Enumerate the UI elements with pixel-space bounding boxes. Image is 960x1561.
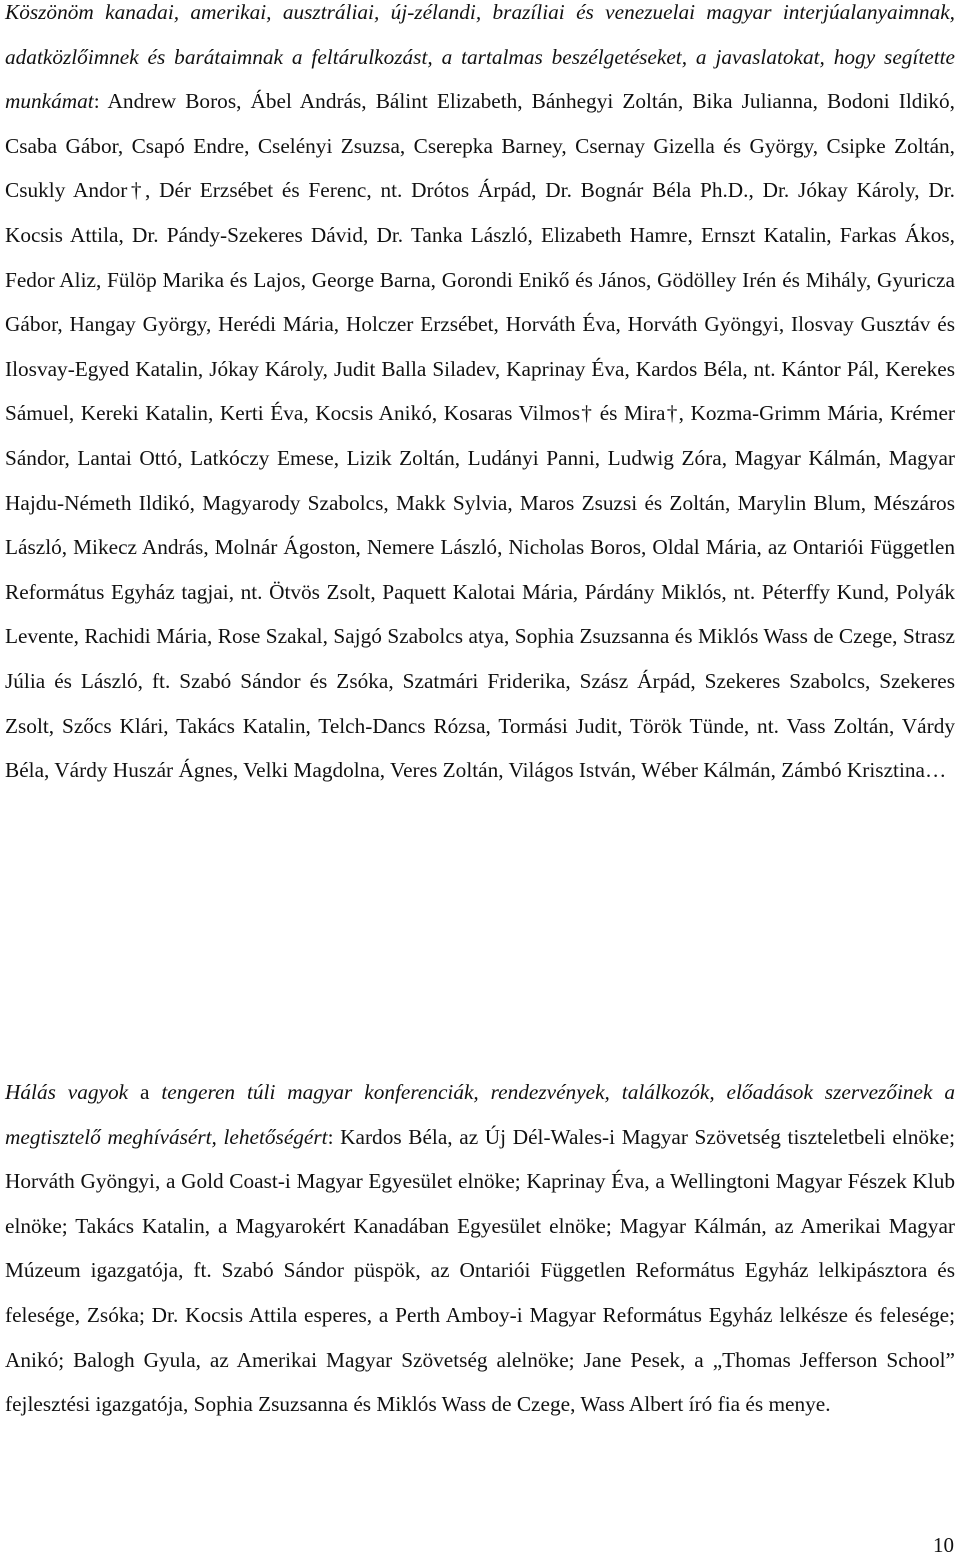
organizers-names-list: : Kardos Béla, az Új Dél-Wales-i Magyar Szövetség tiszteletbeli elnöke; Horváth Gyöngyi, a Gold Coast-i Magyar Egyesület elnöke; Kaprinay Éva, a Wellingtoni Magyar Fészek Klub elnöke; Takács Katalin, a Magyarokért Kanadában Egyesület elnöke; Magyar Kálmán, az Amerikai Magyar Múzeum igazgatója, ft. Szabó Sándor püspök, az Ontarióі Független Református Egyház lelkipásztora és felesége, Zsóka; Dr. Kocsis Attila esperes, a Perth Amboy-i Magyar Református Egyház lelkésze és felesége; Anikó; Balogh Gyula, az Amerikai Magyar Szövetség alelnöke; Jane Pesek, a „Thomas Jefferson School” fejlesztési igazgatója, Sophia Zsuzsanna és Miklós Wass de Czege, Wass Albert író fia és menye. [5, 1124, 956, 1417]
page-number: 10 [933, 1533, 954, 1557]
acknowledgement-paragraph-organizers [5, 1070, 955, 1427]
grateful-phrase-italic: Hálás vagyok [5, 1080, 129, 1104]
connector-text: a [128, 1080, 162, 1104]
acknowledgement-names-list: : Andrew Boros, Ábel András, Bálint Elizabeth, Bánhegyi Zoltán, Bika Julianna, Bodoni Ildikó, Csaba Gábor, Csapó Endre, Cselényi Zsuzsa, Cserepka Barney, Csernay Gizella és György, Csipke Zoltán, Csukly Andor†, Dér Erzsébet és Ferenc, nt. Drótos Árpád, Dr. Bognár Béla Ph.D., Dr. Jókay Károly, Dr. Kocsis Attila, Dr. Pándy-Szekeres Dávid, Dr. Tanka László, Elizabeth Hamre, Ernszt Katalin, Farkas Ákos, Fedor Aliz, Fülöp Marika és Lajos, George Barna, Gorondi Enikő és János, Gödölley Irén és Mihály, Gyuricza Gábor, Hangay György, Herédi Mária, Holczer Erzsébet, Horváth Éva, Horváth Gyöngyi, Ilosvay Gusztáv és Ilosvay-Egyed Katalin, Jókay Károly, Judit Balla Siladev, Kaprinay Éva, Kardos Béla, nt. Kántor Pál, Kerekes Sámuel, Kereki Katalin, Kerti Éva, Kocsis Anikó, Kosaras Vilmos† és Mira†, Kozma-Grimm Mária, Krémer Sándor, Lantai Ottó, Latkóczy Emese, Lizik Zoltán, Ludányi Panni, Ludwig Zóra, Magyar Kálmán, Magyar Hajdu-Németh Ildikó, Magyarody Szabolcs, Makk Sylvia, Maros Zsuzsi és Zoltán, Marylin Blum, Mészáros László, Mikecz András, Molnár Ágoston, Nemere László, Nicholas Boros, Oldal Mária, az Ontarióі Független Református Egyház tagjai, nt. Ötvös Zsolt, Paquett Kalotai Mária, Párdány Miklós, nt. Péterffy Kund, Polyák Levente, Rachidi Mária, Rose Szakal, Sajgó Szabolcs atya, Sophia Zsuzsanna és Miklós Wass de Czege, Strasz Júlia és László, ft. Szabó Sándor és Zsóka, Szatmári Friderika, Szász Árpád, Szekeres Szabolcs, Szekeres Zsolt, Szőcs Klári, Takács Katalin, Telch-Dancs Rózsa, Tormási Judit, Török Tünde, nt. Vass Zoltán, Várdy Béla, Várdy Huszár Ágnes, Velki Magdolna, Veres Zoltán, Világos István, Wéber Kálmán, Zámbó Krisztina… [5, 89, 955, 783]
acknowledgement-paragraph-interviewees [5, 0, 955, 793]
acknowledgement-intro-italic: Köszönöm kanadai, amerikai, ausztráliai, új-zélandi, brazíliai és venezuelai magyar interjúalanyaimnak, adatközlőimnek és barátaimnak a feltárulkozást, a tartalmas beszélgetéseket, a javaslatokat, hogy segítette munkámat [5, 0, 955, 114]
organizers-phrase-italic: tengeren túli magyar konferenciák, rendezvények, találkozók, előadások szervezőinek a megtisztelő meghívásért, lehetőségért [5, 1080, 955, 1149]
